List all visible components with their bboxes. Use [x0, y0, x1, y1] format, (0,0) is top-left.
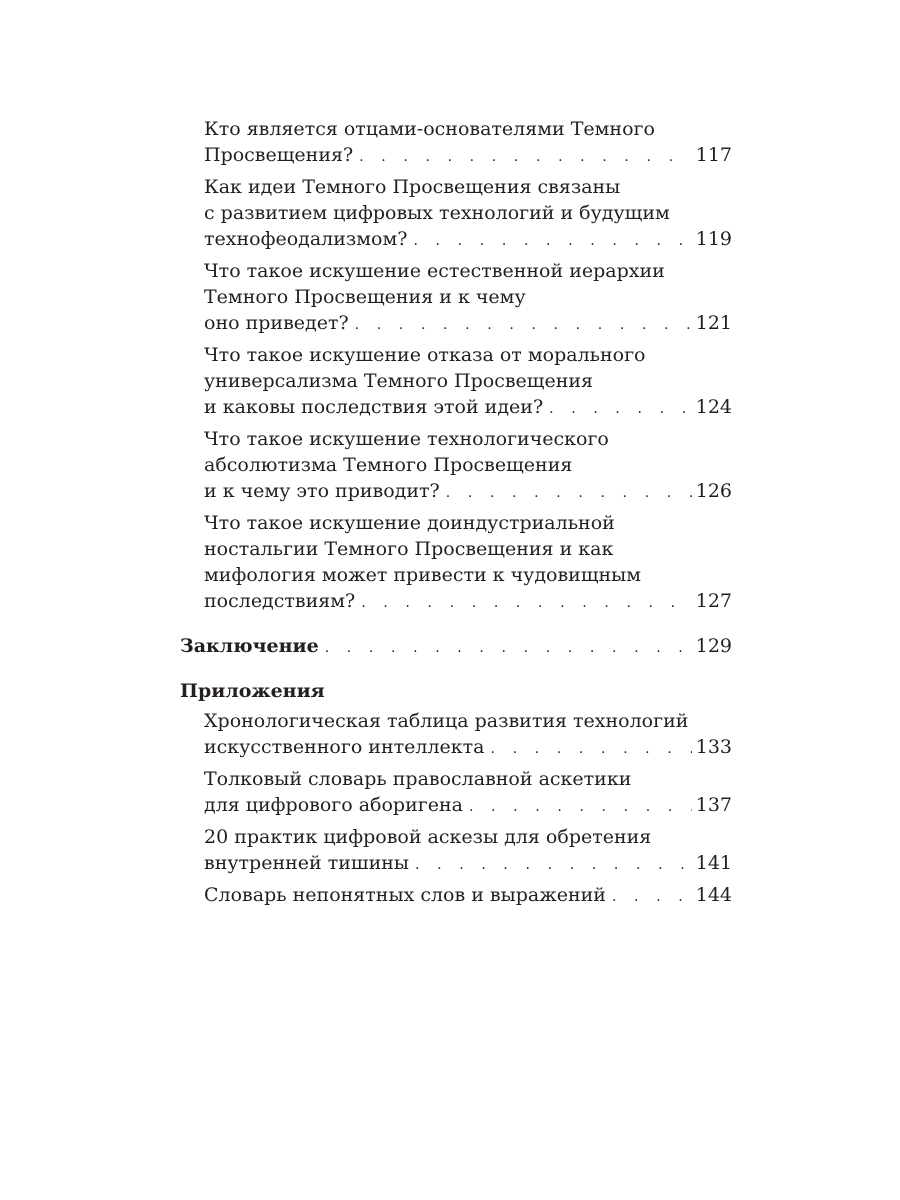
toc-entry-line: Темного Просвещения и к чему: [204, 286, 526, 308]
page-number: 117: [695, 144, 732, 166]
dot-leader: [349, 312, 692, 338]
toc-entry-line: и каковы последствия этой идеи?: [204, 396, 544, 418]
page-number: 124: [695, 396, 732, 418]
page-number: 127: [695, 590, 732, 612]
toc-entry-line: Что такое искушение естественной иерархии: [204, 260, 665, 282]
toc-entry-line: Что такое искушение технологического: [204, 428, 609, 450]
toc-entry-line: технофеодализмом?: [204, 228, 408, 250]
page-number: 133: [695, 736, 732, 758]
page-number: 129: [695, 635, 732, 657]
toc-entry-line: искусственного интеллекта: [204, 736, 485, 758]
toc-entry-line: Что такое искушение доиндустриальной: [204, 512, 615, 534]
toc-entry-line: последствиям?: [204, 590, 356, 612]
dot-leader: [463, 794, 692, 820]
toc-entry: [204, 174, 732, 254]
toc-entry-line: Словарь непонятных слов и выражений: [204, 884, 606, 906]
toc-entry-line: ностальгии Темного Просвещения и как: [204, 538, 614, 560]
toc-entry: [204, 116, 732, 170]
dot-leader: [606, 884, 692, 910]
dot-leader: [409, 852, 692, 878]
dot-leader: [319, 635, 692, 661]
page-number: 126: [695, 480, 732, 502]
section-title: Заключение: [180, 635, 319, 657]
dot-leader: [407, 228, 691, 254]
page-number: 119: [695, 228, 732, 250]
toc-entry-line: Кто является отцами-основателями Темного: [204, 118, 655, 140]
toc-entry-line: универсализма Темного Просвещения: [204, 370, 594, 392]
toc-entry-line: Просвещения?: [204, 144, 354, 166]
toc-entry-line: и к чему это приводит?: [204, 480, 440, 502]
dot-leader: [353, 144, 692, 170]
toc-entry-line: 20 практик цифровой аскезы для обретения: [204, 826, 652, 848]
dot-leader: [440, 480, 692, 506]
toc-entry: [204, 258, 732, 338]
dot-leader: [543, 396, 692, 422]
toc-entry: [204, 342, 732, 422]
section-heading-appendix: Приложения: [180, 680, 325, 702]
toc-entry-line: с развитием цифровых технологий и будущим: [204, 202, 670, 224]
toc-entry: [204, 510, 732, 616]
dot-leader: [484, 736, 691, 762]
page-number: 144: [695, 884, 732, 906]
toc-entry: [204, 824, 732, 878]
toc-section-conclusion: [180, 633, 732, 661]
toc-entry: [204, 426, 732, 506]
toc-entry-line: мифология может привести к чудовищным: [204, 564, 642, 586]
toc-entry-line: внутренней тишины: [204, 852, 410, 874]
toc-entry-line: Что такое искушение отказа от морального: [204, 344, 646, 366]
toc-entry-line: для цифрового аборигена: [204, 794, 463, 816]
dot-leader: [355, 590, 692, 616]
page-number: 141: [695, 852, 732, 874]
toc-entry: [204, 882, 732, 910]
toc-entry: [204, 766, 732, 820]
toc-entry-line: абсолютизма Темного Просвещения: [204, 454, 573, 476]
toc-entry: [204, 708, 732, 762]
toc-entry-line: оно приведет?: [204, 312, 349, 334]
page-number: 137: [695, 794, 732, 816]
toc-entry-line: Хронологическая таблица развития технологий: [204, 710, 689, 732]
table-of-contents: [180, 116, 732, 910]
toc-entry-line: Как идеи Темного Просвещения связаны: [204, 176, 621, 198]
page-number: 121: [695, 312, 732, 334]
toc-entry-line: Толковый словарь православной аскетики: [204, 768, 632, 790]
